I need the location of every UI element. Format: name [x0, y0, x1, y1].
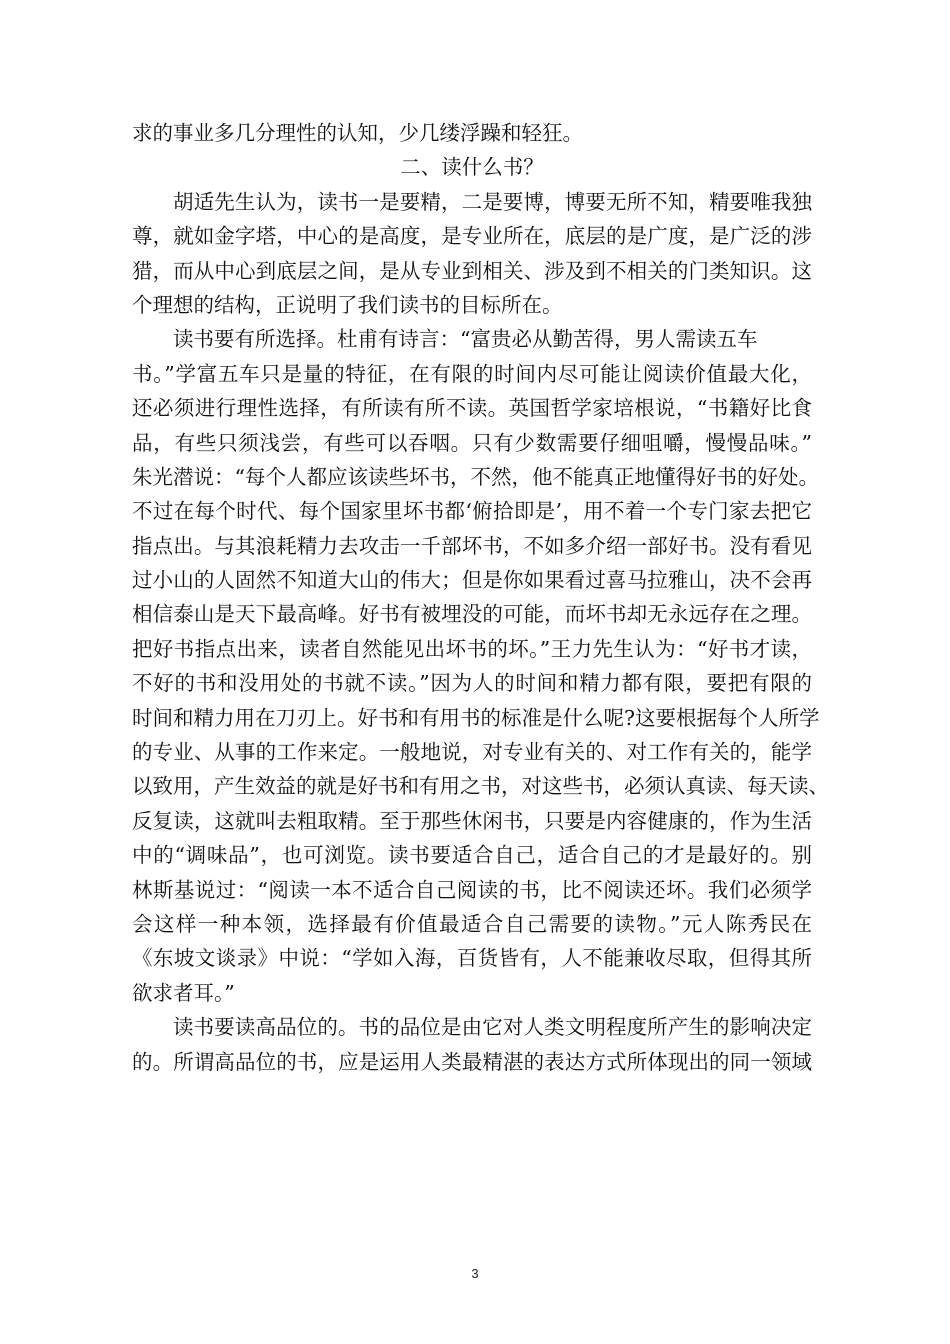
paragraph-start-line: 读书要有所选择。杜甫有诗言：“富贵必从勤苦得，男人需读五车	[173, 327, 758, 352]
page-number: 3	[471, 1266, 479, 1281]
text-line: 中的“调味品”，也可浏览。读书要适合自己，适合自己的才是最好的。别	[132, 843, 812, 868]
text-line: 过小山的人固然不知道大山的伟大；但是你如果看过喜马拉雅山，决不会再	[132, 568, 812, 593]
document-body	[132, 116, 829, 1079]
text-line: 朱光潜说：“每个人都应该读些坏书，不然，他不能真正地懂得好书的好处。	[132, 464, 819, 489]
text-line: 求的事业多几分理性的认知，少几缕浮躁和轻狂。	[132, 121, 583, 145]
text-line: 还必须进行理性选择，有所读有所不读。英国哲学家培根说，“书籍好比食	[132, 396, 812, 421]
text-line: 时间和精力用在刀刃上。好书和有用书的标准是什么呢?这要根据每个人所学	[132, 705, 820, 730]
text-line: 个理想的结构，正说明了我们读书的目标所在。	[132, 292, 563, 317]
text-line: 猎，而从中心到底层之间，是从专业到相关、涉及到不相关的门类知识。这	[132, 258, 812, 283]
text-line: 会这样一种本领，选择最有价值最适合自己需要的读物。”元人陈秀民在	[132, 911, 812, 936]
text-line: 不过在每个时代、每个国家里坏书都‘俯拾即是’，用不着一个专门家去把它	[132, 499, 812, 524]
paragraph-start-line: 胡适先生认为，读书一是要精，二是要博，博要无所不知，精要唯我独	[173, 189, 812, 214]
text-line: 以致用，产生效益的就是好书和有用之书，对这些书，必须认真读、每天读、	[132, 774, 829, 799]
paragraph-start-line: 读书要读高品位的。书的品位是由它对人类文明程度所产生的影响决定	[173, 1015, 812, 1040]
text-line: 不好的书和没用处的书就不读。”因为人的时间和精力都有限，要把有限的	[132, 671, 812, 696]
text-line: 《东坡文谈录》中说：“学如入海，百货皆有，人不能兼收尽取，但得其所	[132, 946, 812, 971]
text-line: 林斯基说过：“阅读一本不适合自己阅读的书，比不阅读还坏。我们必须学	[132, 877, 812, 902]
text-line: 品，有些只须浅尝，有些可以吞咽。只有少数需要仔细咀嚼，慢慢品味。”	[132, 430, 812, 455]
text-line: 把好书指点出来，读者自然能见出坏书的坏。”王力先生认为：“好书才读，	[132, 636, 812, 661]
text-line: 反复读，这就叫去粗取精。至于那些休闲书，只要是内容健康的，作为生活	[132, 808, 812, 833]
text-line: 指点出。与其浪耗精力去攻击一千部坏书，不如多介绍一部好书。没有看见	[132, 533, 812, 558]
text-line: 书。”学富五车只是量的特征，在有限的时间内尽可能让阅读价值最大化，	[132, 361, 812, 386]
text-line: 欲求者耳。”	[132, 980, 235, 1005]
text-line: 的专业、从事的工作来定。一般地说，对专业有关的、对工作有关的，能学	[132, 740, 812, 765]
text-line: 的。所谓高品位的书，应是运用人类最精湛的表达方式所体现出的同一领域	[132, 1049, 812, 1074]
text-line: 相信泰山是天下最高峰。好书有被埋没的可能，而坏书却无永远存在之理。	[132, 602, 812, 627]
section-heading: 二、读什么书？	[400, 155, 544, 180]
text-line: 尊，就如金字塔，中心的是高度，是专业所在，底层的是广度，是广泛的涉	[132, 224, 812, 249]
